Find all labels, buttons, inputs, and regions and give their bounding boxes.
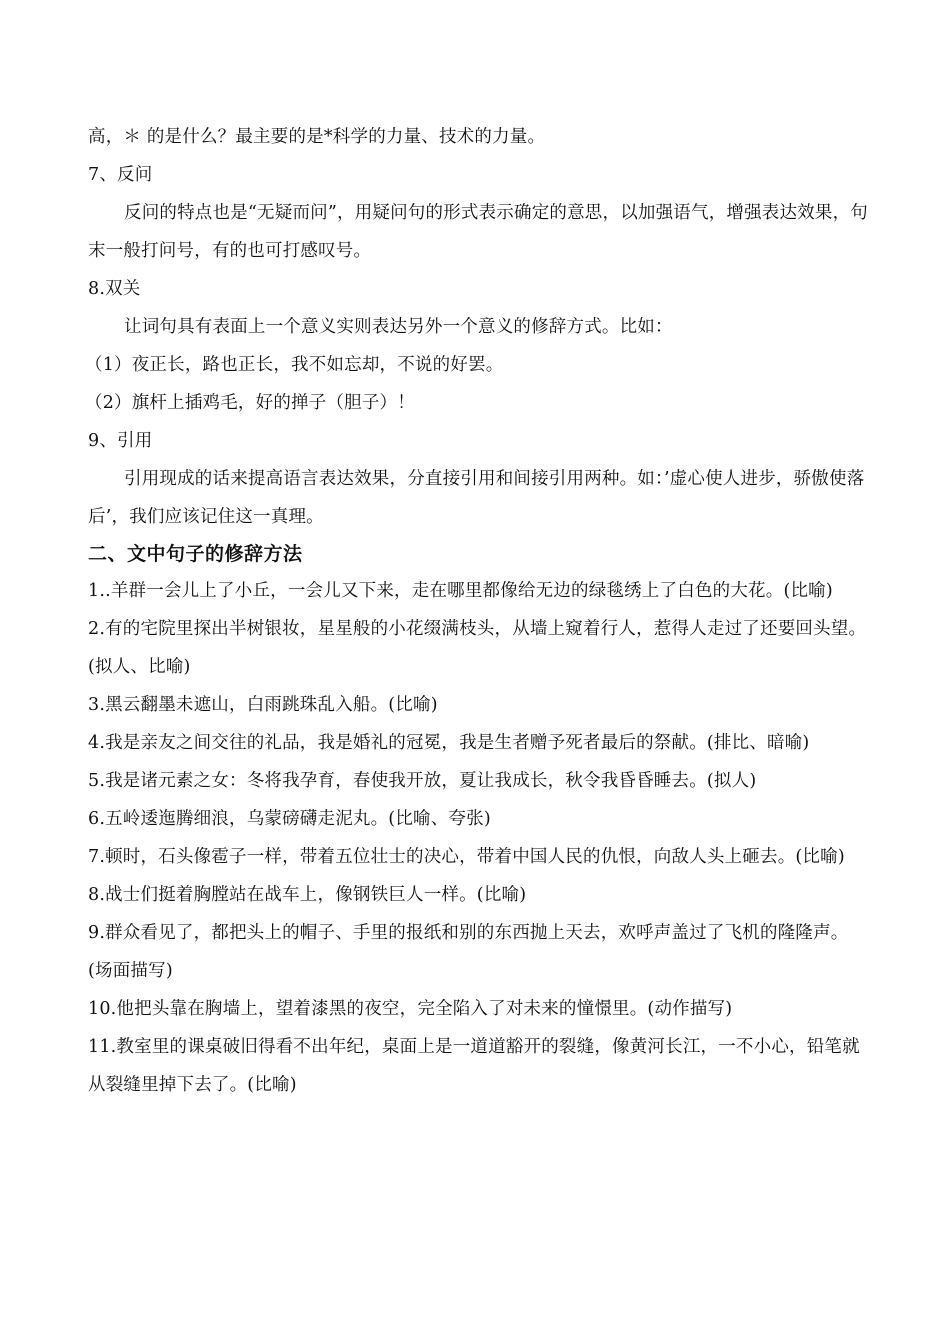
item-7-title: 7、反问 — [88, 165, 153, 185]
section-heading: 二、文中句子的修辞方法 — [88, 543, 303, 565]
list-item: 7.顿时，石头像雹子一样，带着五位壮士的决心，带着中国人民的仇恨，向敌人头上砸去。(比喻) — [88, 847, 845, 867]
list-item: 11.教室里的课桌破旧得看不出年纪，桌面上是一道道豁开的裂缝，像黄河长江，一不小心，铅笔就从裂缝里掉下去了。(比喻) — [88, 1037, 860, 1095]
list-item: 2.有的宅院里探出半树银妆，星星般的小花缀满枝头，从墙上窥着行人，惹得人走过了还要回头望。(拟人、比喻) — [88, 619, 867, 677]
list-item: 3.黑云翻墨未遮山，白雨跳珠乱入船。(比喻) — [88, 695, 438, 715]
item-8-example-1: （1）夜正长，路也正长，我不如忘却，不说的好罢。 — [85, 355, 504, 375]
list-item: 10.他把头靠在胸墙上，望着漆黑的夜空，完全陷入了对未来的憧憬里。(动作描写) — [88, 999, 733, 1019]
list-item: 1..羊群一会儿上了小丘，一会儿又下来，走在哪里都像给无边的绿毯绣上了白色的大花。(比喻) — [88, 581, 833, 601]
list-item: 6.五岭逶迤腾细浪，乌蒙磅礴走泥丸。(比喻、夸张) — [88, 809, 491, 829]
list-item: 9.群众看见了，都把头上的帽子、手里的报纸和别的东西抛上天去，欢呼声盖过了飞机的隆隆声。(场面描写) — [88, 923, 849, 981]
item-7-paragraph: 反问的特点也是“无疑而问”，用疑问句的形式表示确定的意思，以加强语气，增强表达效果，句末一般打问号，有的也可打感叹号。 — [88, 203, 868, 261]
item-9-paragraph: 引用现成的话来提高语言表达效果，分直接引用和间接引用两种。如：’虚心使人进步，骄傲使落后’，我们应该记住这一真理。 — [88, 469, 865, 527]
item-8-example-2: （2）旗杆上插鸡毛，好的掸子（胆子）！ — [85, 393, 415, 413]
item-8-title: 8.双关 — [88, 279, 141, 299]
list-item: 8.战士们挺着胸膛站在战车上，像钢铁巨人一样。(比喻) — [88, 885, 527, 905]
document-page — [85, 118, 868, 1104]
list-item: 5.我是诸元素之女：冬将我孕育，春使我开放，夏让我成长，秋令我昏昏睡去。(拟人) — [88, 771, 757, 791]
text-line: 高，＊ 的是什么？最主要的是*科学的力量、技术的力量。 — [88, 127, 546, 147]
item-9-title: 9、引用 — [88, 431, 153, 451]
list-item: 4.我是亲友之间交往的礼品，我是婚礼的冠冕，我是生者赠予死者最后的祭献。(排比、暗喻) — [88, 733, 810, 753]
item-8-paragraph: 让词句具有表面上一个意义实则表达另外一个意义的修辞方式。比如： — [124, 317, 673, 337]
